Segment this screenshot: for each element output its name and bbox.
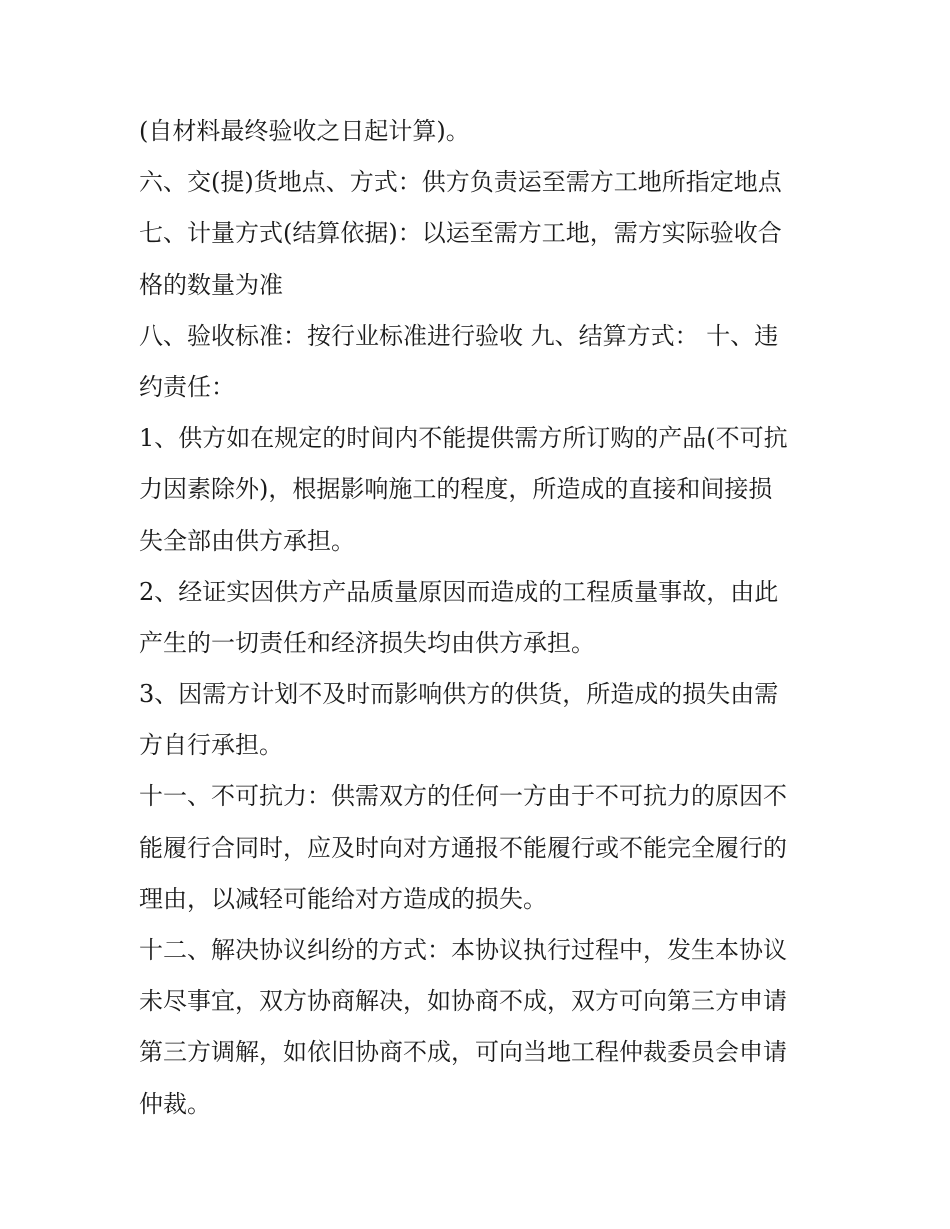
text-line: 方自行承担。 [139,731,283,760]
text-line: (自材料最终验收之日起计算)。 [139,117,470,145]
text-line: 十一、不可抗力：供需双方的任何一方由于不可抗力的原因不 [139,782,787,811]
text-line: 六、交(提)货地点、方式：供方负责运至需方工地所指定地点 [139,168,782,197]
text-line: 力因素除外)，根据影响施工的程度，所造成的直接和间接损 [139,475,773,504]
text-line: 失全部由供方承担。 [139,526,355,555]
text-line: 产生的一切责任和经济损失均由供方承担。 [139,628,595,657]
text-line: 仲裁。 [139,1089,211,1118]
text-line: 2、经证实因供方产品质量原因而造成的工程质量事故，由此 [139,577,779,606]
text-line: 八、验收标准：按行业标准进行验收 九、结算方式： 十、违 [139,321,779,350]
text-line: 3、因需方计划不及时而影响供方的供货，所造成的损失由需 [139,680,779,709]
text-line: 1、供方如在规定的时间内不能提供需方所订购的产品(不可抗 [139,424,788,453]
text-line: 格的数量为准 [139,270,283,299]
text-line: 能履行合同时，应及时向对方通报不能履行或不能完全履行的 [139,833,787,862]
text-line: 未尽事宜，双方协商解决，如协商不成，双方可向第三方申请 [139,987,787,1016]
contract-text [139,106,819,1130]
text-line: 理由，以减轻可能给对方造成的损失。 [139,884,547,913]
text-line: 第三方调解，如依旧协商不成，可向当地工程仲裁委员会申请 [139,1038,787,1067]
text-line: 约责任： [139,372,235,401]
text-line: 十二、解决协议纠纷的方式：本协议执行过程中，发生本协议 [139,936,787,964]
text-line: 七、计量方式(结算依据)：以运至需方工地，需方实际验收合 [139,219,782,248]
